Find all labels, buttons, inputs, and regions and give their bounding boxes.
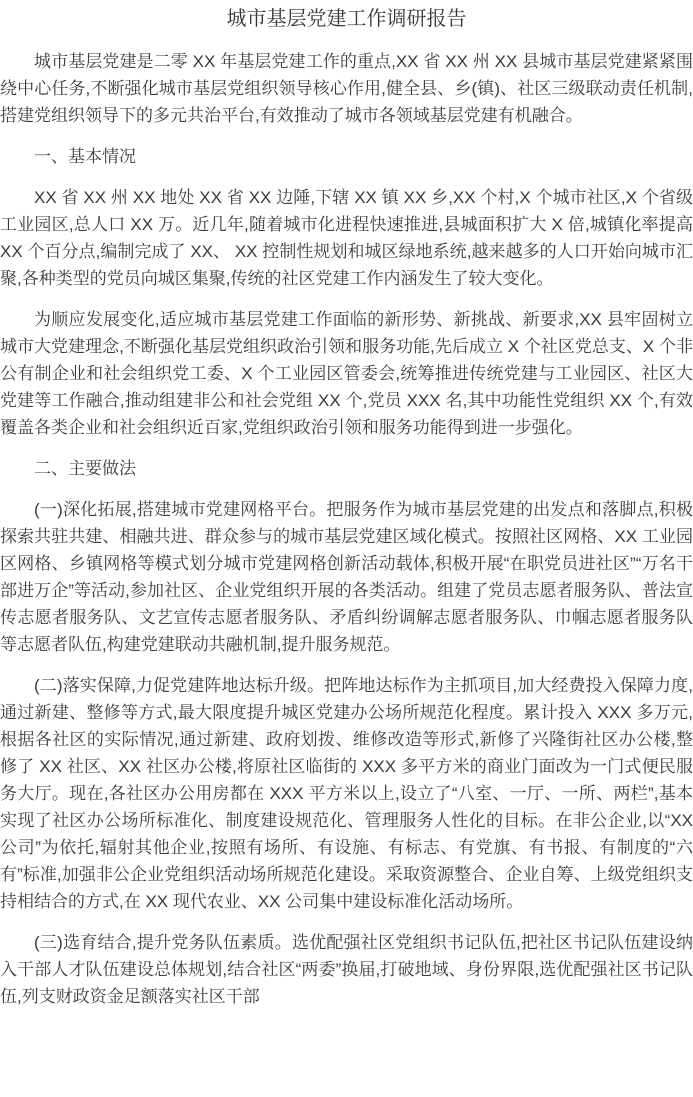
paragraph-basic-situation-2: 为顺应发展变化,适应城市基层党建工作面临的新形势、新挑战、新要求,XX 县牢固树立城市大党建理念,不断强化基层党组织政治引领和服务功能,先后成立 X 个社区党总支、X 个非公有制企业和社会组织党工委、X 个工业园区管委会,统筹推进传统党建与工业园区、社区大党建等工作融合,推动组建非公和社会党组 XX 个,党员 XXX 名,其中功能性党组织 XX 个,有效覆盖各类企业和社会组织近百家,党组织政治引领和服务功能得到进一步强化。	[0, 310, 693, 437]
section-heading-main-practices: 二、主要做法	[34, 459, 136, 478]
paragraph-practice-1: (一)深化拓展,搭建城市党建网格平台。把服务作为城市基层党建的出发点和落脚点,积极探索共驻共建、相融共进、群众参与的城市基层党建区域化模式。按照社区网格、XX 工业园区网格、乡镇网格等模式划分城市党建网格创新活动载体,积极开展“在职党员进社区”“万名干部进万企”等活动,参加社区、企业党组织开展的各类活动。组建了党员志愿者服务队、普法宣传志愿者服务队、文艺宣传志愿者服务队、矛盾纠纷调解志愿者服务队、巾帼志愿者服务队等志愿者队伍,构建党建联动共融机制,提升服务规范。	[0, 500, 693, 654]
paragraph-practice-3-truncated: (三)选育结合,提升党务队伍素质。选优配强社区党组织书记队伍,把社区书记队伍建设纳入干部人才队伍建设总体规划,结合社区“两委”换届,打破地域、身份界限,选优配强社区书记队伍,列支财政资金足额落实社区干部	[0, 933, 693, 1006]
document-title: 城市基层党建工作调研报告	[226, 8, 467, 30]
paragraph-practice-2: (二)落实保障,力促党建阵地达标升级。把阵地达标作为主抓项目,加大经费投入保障力度,通过新建、整修等方式,最大限度提升城区党建办公场所规范化程度。累计投入 XXX 多万元,根据各社区的实际情况,通过新建、政府划拨、维修改造等形式,新修了兴隆街社区办公楼,整修了 XX 社区、XX 社区办公楼,将原社区临街的 XXX 多平方米的商业门面改为一门式便民服务大厅。现在,各社区办公用房都在 XXX 平方米以上,设立了“八室、一厅、一所、两栏”,基本实现了社区办公场所标准化、制度建设规范化、管理服务人性化的目标。在非公企业,以“XX 公司”为依托,辐射其他企业,按照有场所、有设施、有标志、有党旗、有书报、有制度的“六有”标准,加强非公企业党组织活动场所规范化建设。采取资源整合、企业自筹、上级党组织支持相结合的方式,在 XX 现代农业、XX 公司集中建设标准化活动场所。	[0, 676, 693, 911]
paragraph-basic-situation-1: XX 省 XX 州 XX 地处 XX 省 XX 边陲,下辖 XX 镇 XX 乡,XX 个村,X 个城市社区,X 个省级工业园区,总人口 XX 万。近几年,随着城市化进程快速推进,县城面积扩大 X 倍,城镇化率提高 XX 个百分点,编制完成了 XX、 XX 控制性规划和城区绿地系统,越来越多的人口开始向城市汇聚,各种类型的党员向城区集聚,传统的社区党建工作内涵发生了较大变化。	[0, 188, 693, 288]
paragraph-intro: 城市基层党建是二零 XX 年基层党建工作的重点,XX 省 XX 州 XX 县城市基层党建紧紧围绕中心任务,不断强化城市基层党组织领导核心作用,健全县、乡(镇)、社区三级联动责任机制,搭建党组织领导下的多元共治平台,有效推动了城市各领域基层党建有机融合。	[0, 52, 693, 125]
section-heading-basic-situation: 一、基本情况	[34, 147, 136, 166]
